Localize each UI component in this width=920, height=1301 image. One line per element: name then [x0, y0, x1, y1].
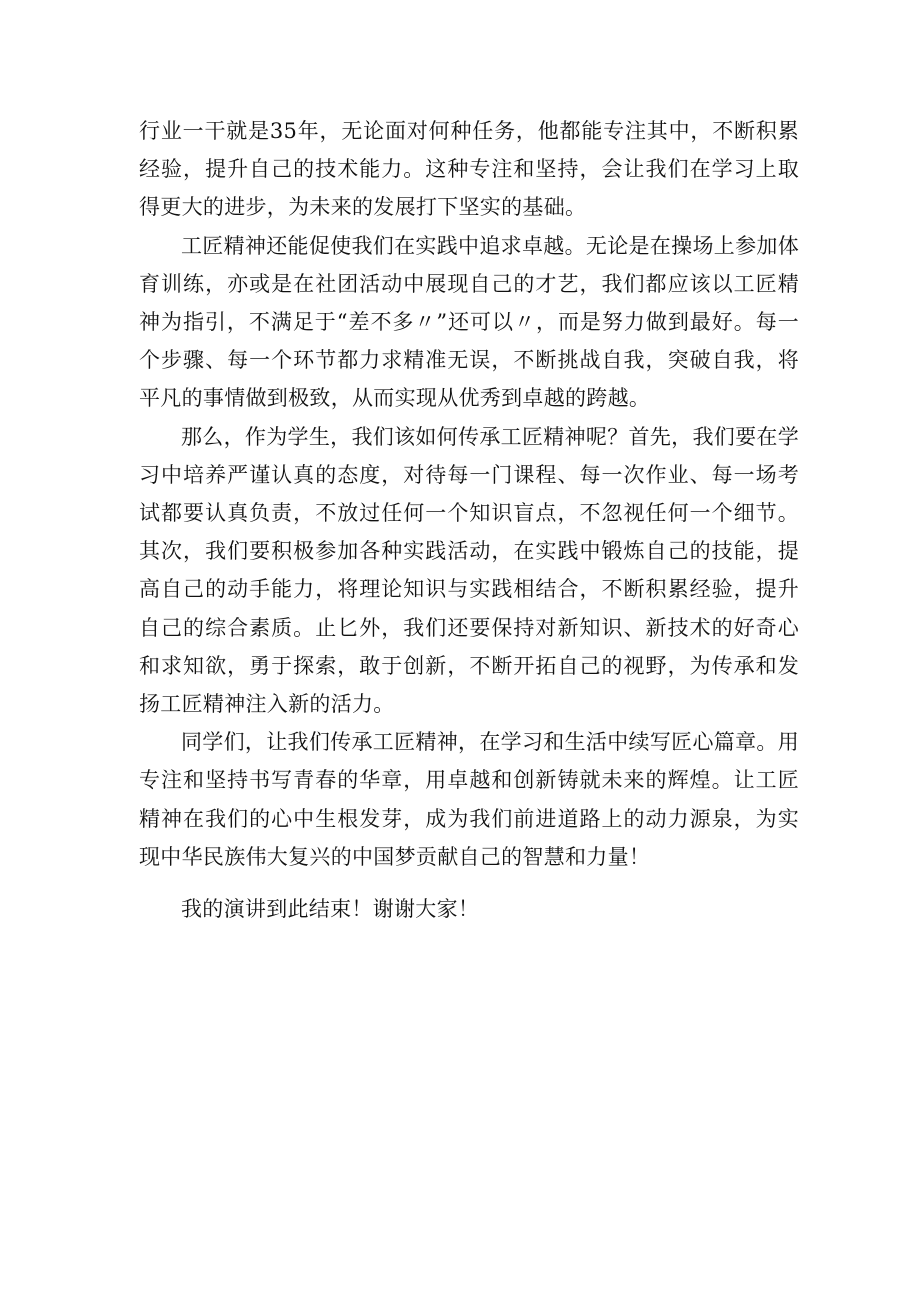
speech-body	[139, 112, 799, 928]
paragraph-continuation: 行业一干就是35年，无论面对何种任务，他都能专注其中，不断积累经验，提升自己的技术能力。这种专注和坚持，会让我们在学习上取得更大的进步，为未来的发展打下坚实的基础。	[139, 119, 799, 220]
paragraph-call-to-action: 同学们，让我们传承工匠精神，在学习和生活中续写匠心篇章。用专注和坚持书写青春的华章，用卓越和创新铸就未来的辉煌。让工匠精神在我们的心中生根发芽，成为我们前进道路上的动力源泉，为实现中华民族伟大复兴的中国梦贡献自己的智慧和力量！	[139, 730, 799, 869]
paragraph-how-to-inherit: 那么，作为学生，我们该如何传承工匠精神呢？首先，我们要在学习中培养严谨认真的态度，对待每一门课程、每一次作业、每一场考试都要认真负责，不放过任何一个知识盲点，不忽视任何一个细节。其次，我们要积极参加各种实践活动，在实践中锻炼自己的技能，提高自己的动手能力，将理论知识与实践相结合，不断积累经验，提升自己的综合素质。止匕外，我们还要保持对新知识、新技术的好奇心和求知欲，勇于探索，敢于创新，不断开拓自己的视野，为传承和发扬工匠精神注入新的活力。	[139, 424, 799, 717]
paragraph-closing: 我的演讲到此结束！谢谢大家！	[181, 897, 480, 922]
paragraph-pursue-excellence: 工匠精神还能促使我们在实践中追求卓越。无论是在操场上参加体育训练，亦或是在社团活动中展现自己的才艺，我们都应该以工匠精神为指引，不满足于“差不多〃”还可以〃，而是努力做到最好。每一个步骤、每一个环节都力求精准无误，不断挑战自我，突破自我，将平凡的事情做到极致，从而实现从优秀到卓越的跨越。	[139, 233, 799, 411]
